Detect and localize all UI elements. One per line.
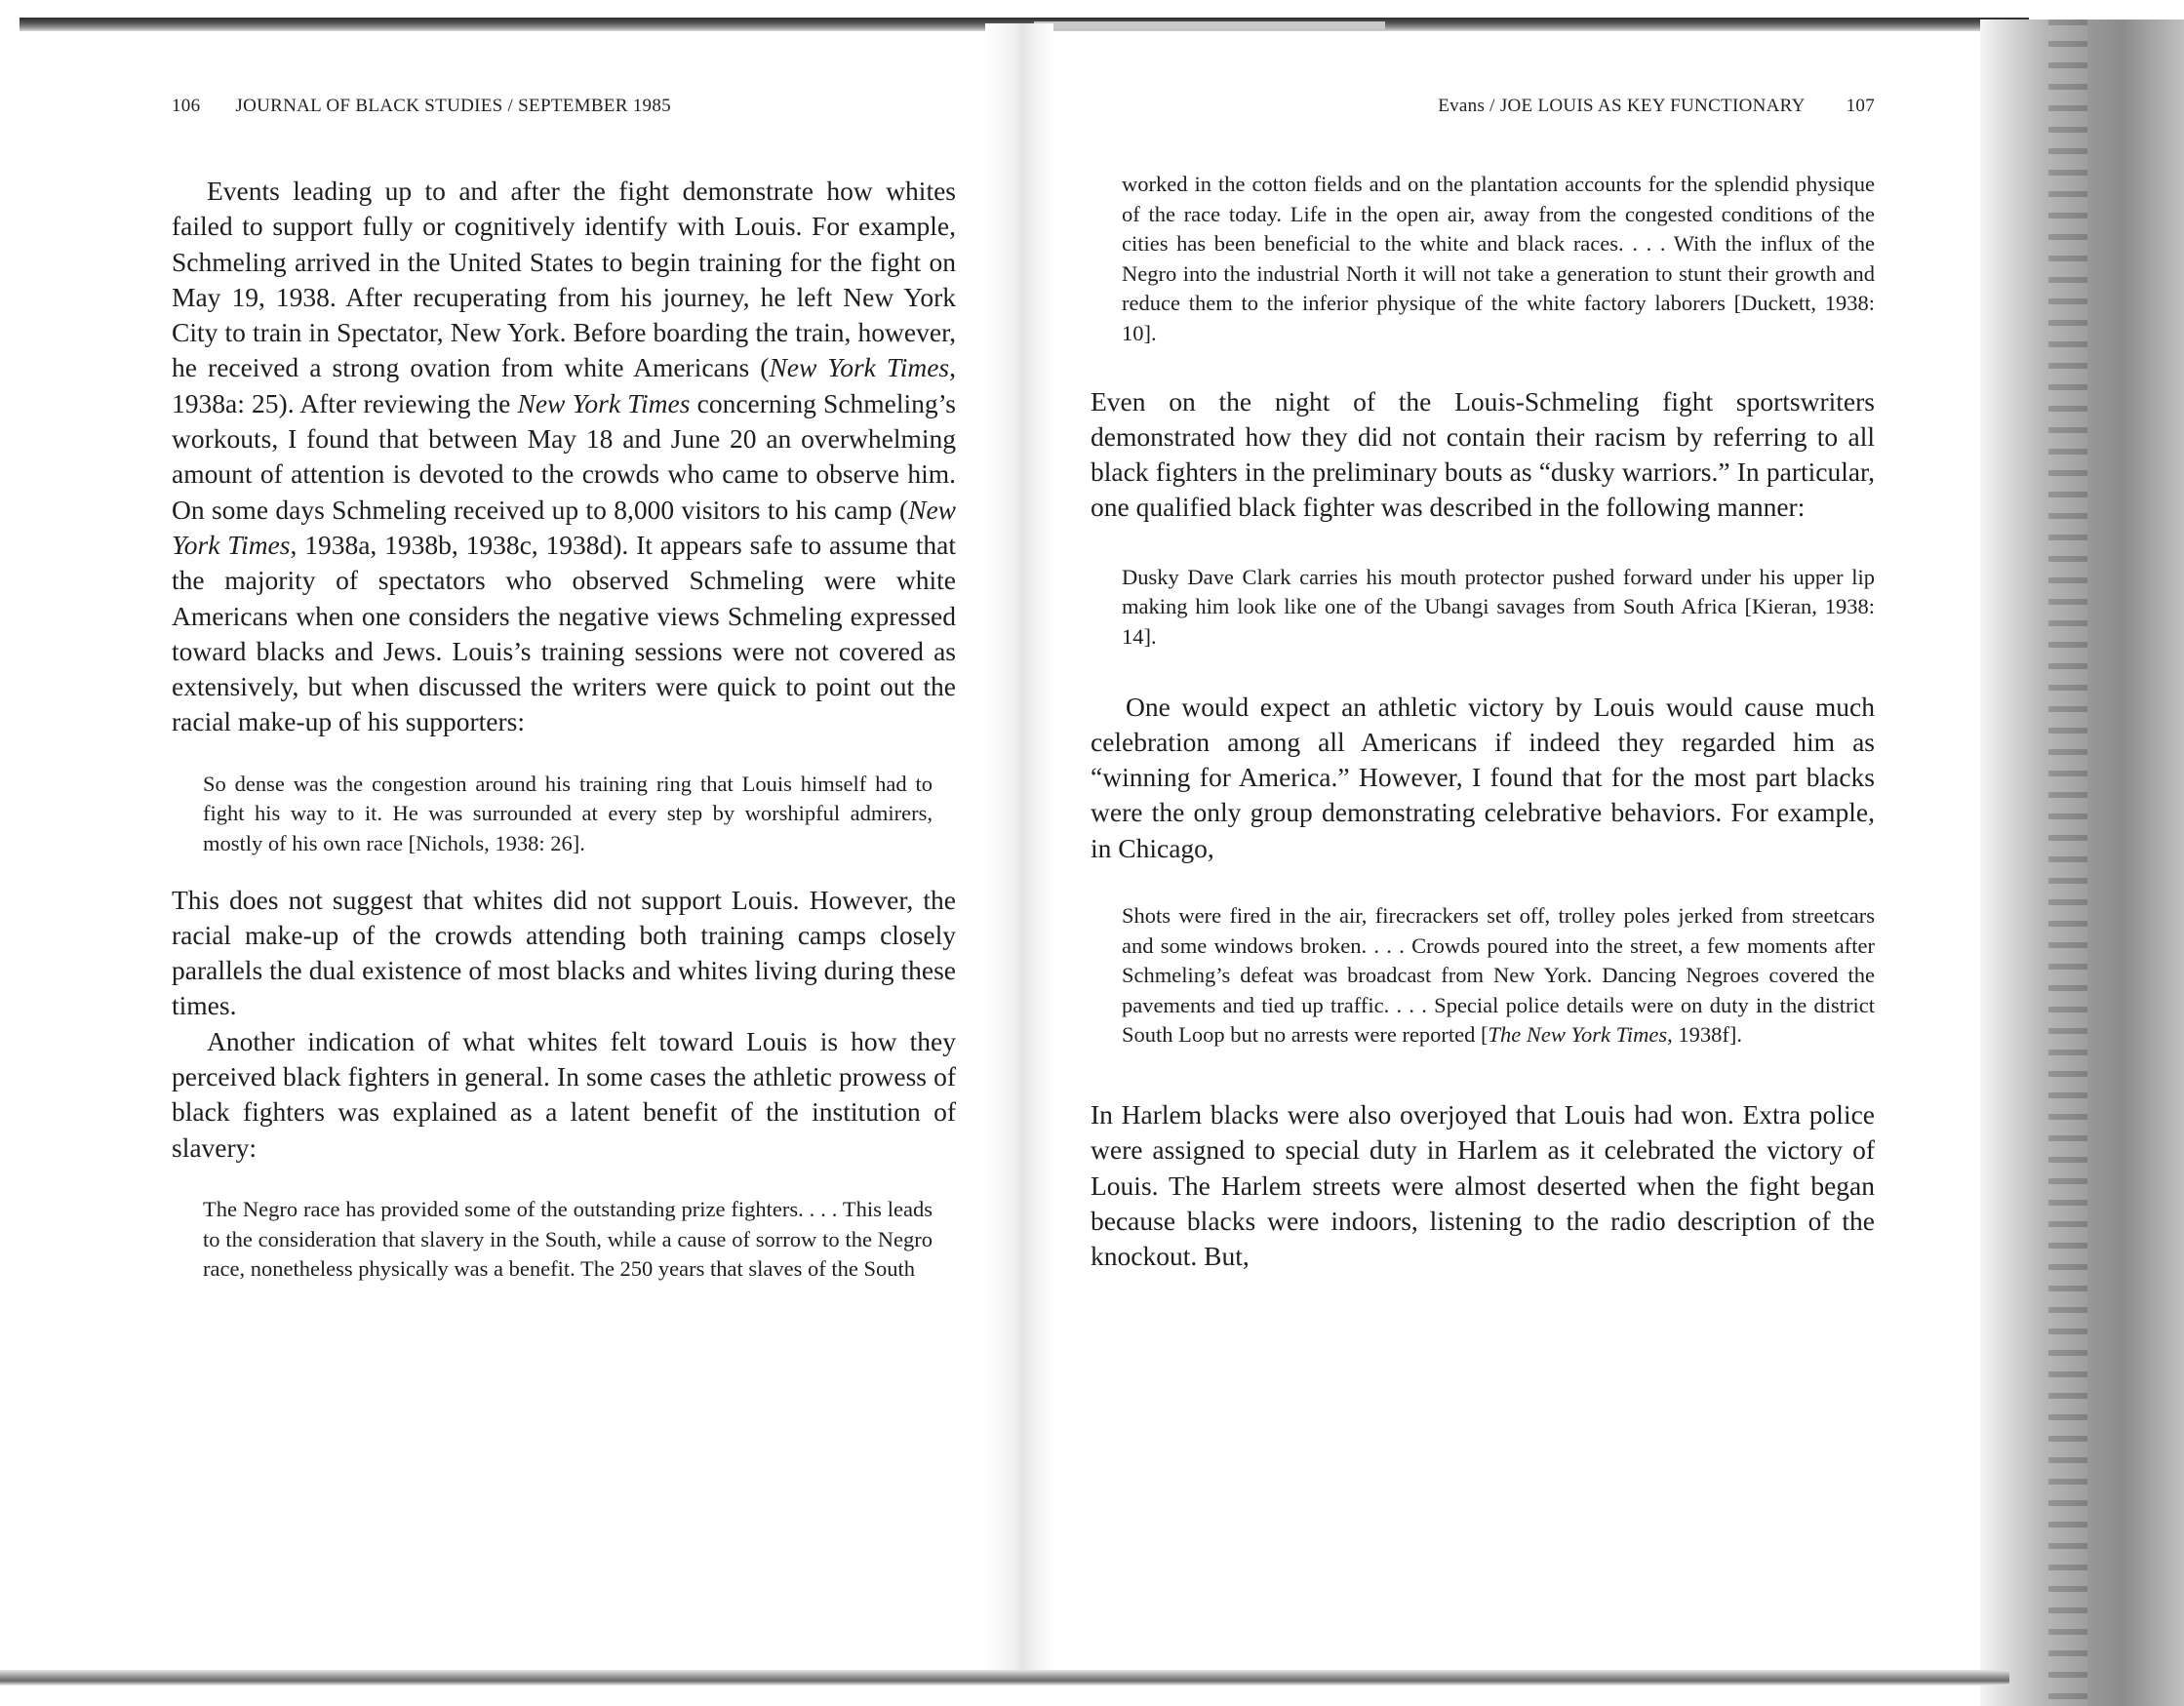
left-running-head [172,96,671,117]
block-quote [1091,170,1875,349]
text-run: concerning Schmeling’s workouts, I found that between May 18 and June 20 an overwhelming amount of attention is devoted to the crowds who came to observe him. On some days Schmeling received up to 8,000 visitors to his camp ( [172,387,956,525]
text-run: So dense was the congestion around his training ring that Louis himself had to fight his way to it. He was surrounded at every step by worshipful admirers, mostly of his own race [Nichols, 1938: 26]. [203,771,933,855]
right-running-head-title: Evans / JOE LOUIS AS KEY FUNCTIONARY [1438,96,1806,116]
left-running-head-title: JOURNAL OF BLACK STUDIES / SEPTEMBER 1985 [235,96,671,116]
text-run: Events leading up to and after the fight demonstrate how whites failed to support fully or cognitively identify with Louis. For example, Schmeling arrived in the United States to begin training for the fight on May 19, 1938. After recuperating from his journey, he left New York City to train in Spectator, New York. Before boarding the train, however, he received a strong ovation from white Americans ( [172,176,956,383]
body-paragraph [1091,1097,1875,1274]
body-paragraph [172,883,956,1024]
text-run: Another indication of what whites felt toward Louis is how they perceived black fighters in general. In some cases the athletic prowess of black fighters was explained as a latent benefit of the institution of slavery: [172,1025,956,1163]
text-run: , 1938a: 25). After reviewing the [172,352,956,418]
block-quote [172,770,956,859]
body-paragraph [172,1024,956,1166]
scan-bottom-edge-shadow [0,1670,2009,1686]
left-page-number: 106 [172,96,201,116]
right-page-number: 107 [1846,96,1875,116]
text-run: Dusky Dave Clark carries his mouth protector pushed forward under his upper lip making him look like one of the Ubangi savages from South Africa [Kieran, 1938: 14]. [1122,564,1875,649]
page-stack-streaks [2048,20,2087,1706]
book-gutter [985,23,1053,1682]
body-paragraph [1091,690,1875,866]
text-run: worked in the cotton fields and on the plantation accounts for the splendid physique of the race today. Life in the open air, away from the congested conditions of the cities has been beneficial to the white and black races. . . . With the influx of the Negro into the industrial North it will not take a generation to stunt their growth and reduce them to the inferior physique of the white factory laborers [Duckett, 1938: 10]. [1122,172,1875,345]
text-run: Even on the night of the Louis-Schmeling fight sportswriters demonstrated how they did not contain their racism by referring to all black fighters in the preliminary bouts as “dusky warriors.” In particular, one qualified black fighter was described in the following manner: [1091,385,1875,523]
right-page-text [1091,170,1875,1274]
block-quote [172,1195,956,1285]
block-quote [1091,901,1875,1051]
text-run: Shots were fired in the air, firecrackers set off, trolley poles jerked from streetcars and some windows broken. . . . Crowds poured into the street, a few moments after Schmeling’s defeat was broadcast from New York. Dancing Negroes covered the pavements and tied up traffic. . . . Special police details were on duty in the district South Loop but no arrests were reported [ [1122,903,1875,1048]
text-run: , 1938f]. [1667,1022,1742,1048]
italic-citation: The New York Times [1488,1022,1668,1048]
text-run: One would expect an athletic victory by Louis would cause much celebration among all Americans if indeed they regarded him as “winning for America.” However, I found that for the most part blacks were the only group demonstrating celebrative behaviors. For example, in Chicago, [1091,691,1875,863]
left-page-text [172,174,956,1285]
body-paragraph [1091,384,1875,526]
italic-citation: New York Times [172,494,956,560]
text-run: In Harlem blacks were also overjoyed that Louis had won. Extra police were assigned to special duty in Harlem as it celebrated the victory of Louis. The Harlem streets were almost deserted when the fight began because blacks were indoors, listening to the radio description of the knockout. But, [1091,1098,1875,1272]
text-run: The Negro race has provided some of the outstanding prize fighters. . . . This leads to the consideration that slavery in the South, while a cause of sorrow to the Negro race, nonetheless physically was a benefit. The 250 years that slaves of the South [203,1196,933,1282]
italic-citation: New York Times [769,352,950,383]
text-run: , 1938a, 1938b, 1938c, 1938d). It appears safe to assume that the majority of spectators who observed Schmeling were white Americans when one considers the negative views Schmeling expressed toward blacks and Jews. Louis’s training sessions were not covered as extensively, but when discussed the writers were quick to point out the racial make-up of his supporters: [172,529,956,737]
block-quote [1091,563,1875,653]
body-paragraph [172,174,956,740]
right-running-head [1438,96,1875,117]
text-run: This does not suggest that whites did not support Louis. However, the racial make-up of the crowds attending both training camps closely parallels the dual existence of most blacks and whites living during these times. [172,884,956,1021]
scan-top-edge-highlight [1034,21,1385,29]
italic-citation: New York Times [517,387,691,418]
